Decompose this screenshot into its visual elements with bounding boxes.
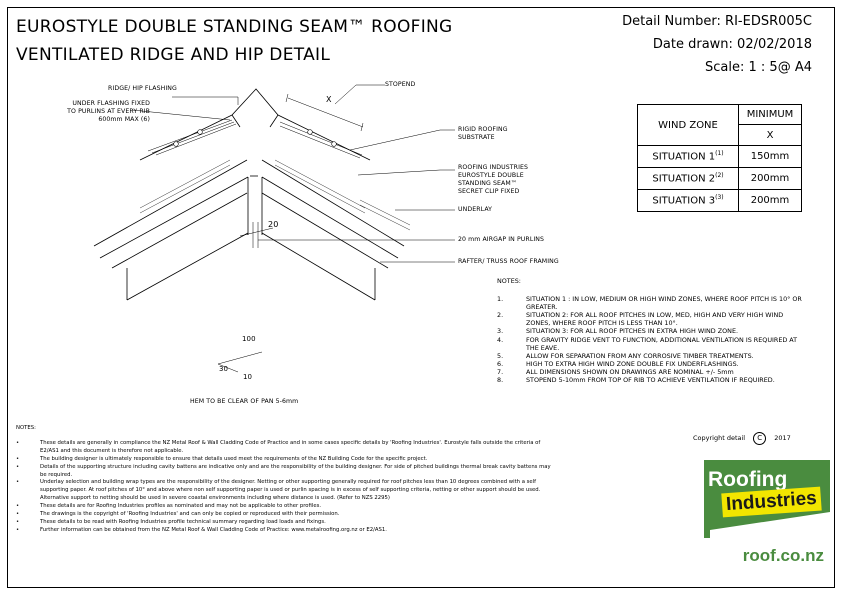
label-underlay: UNDERLAY <box>458 206 493 213</box>
copyright-line <box>693 432 791 445</box>
logo-roofing-text: Roofing <box>708 468 788 491</box>
label-ri-3: STANDING SEAM™ <box>458 180 518 187</box>
table-row <box>638 190 802 212</box>
detail-number: Detail Number: RI-EDSR005C <box>622 14 812 29</box>
label-ri-1: ROOFING INDUSTRIES <box>458 164 529 171</box>
list-item: 3. SITUATION 3: FOR ALL ROOF PITCHES IN EXTRA HIGH WIND ZONE. <box>497 327 739 336</box>
label-x-dimension: X <box>326 95 332 104</box>
notes-bottom-heading: NOTES: <box>16 425 36 431</box>
list-item: • These details to be read with Roofing Industries profile technical summary regarding load loads and fixings. <box>16 518 326 525</box>
table-header-minimum: MINIMUM <box>739 105 802 125</box>
label-rigid-2: SUBSTRATE <box>458 134 495 141</box>
list-item: • Details of the supporting structure including cavity battens are indicative only and are the responsibility of the building designer. For side of pitched buildings thermal break cavity battens may be required. <box>16 463 551 478</box>
zone-name: SITUATION 1 <box>652 151 716 163</box>
table-row <box>638 168 802 190</box>
zone-value: 200mm <box>739 190 802 212</box>
list-item: 6. HIGH TO EXTRA HIGH WIND ZONE DOUBLE FIX UNDERFLASHINGS. <box>497 359 739 368</box>
copyright-year: 2017 <box>774 434 791 442</box>
list-item: • Further information can be obtained from the NZ Metal Roof & Wall Cladding Code of Practice: www.metalroofing.org.nz or E2/AS1. <box>16 526 387 533</box>
zone-note-ref: (2) <box>715 172 724 180</box>
list-item: • Underlay selection and building wrap types are the responsibility of the designer. Netting or other supporting generally required for roof pitches less than 10 degrees combined with a self supporting paper. At roof pitches of 10° and above where non self supporting paper is used or purlin spacing is in excess of self supporting criteria, netting or other support should be used. Alternative support to netting should be used in severe coastal environments including where distance is used. (Refer to NZS 2295) <box>16 479 541 502</box>
zone-note-ref: (3) <box>715 194 724 202</box>
list-item: 5. ALLOW FOR SEPARATION FROM ANY CORROSIVE TIMBER TREATMENTS. <box>497 351 754 360</box>
label-hem-caption: HEM TO BE CLEAR OF PAN 5-6mm <box>190 398 299 405</box>
copyright-symbol: C <box>753 432 766 445</box>
zone-value: 150mm <box>739 146 802 168</box>
logo-industries-text: Industries <box>721 487 821 518</box>
label-aircap: 20 mm AIRGAP IN PURLINS <box>458 236 545 243</box>
label-rigid-1: RIGID ROOFING <box>458 126 508 133</box>
list-item: • These details are for Roofing Industries profiles as nominated and may not be applicable to other profiles. <box>16 503 322 510</box>
date-drawn: Date drawn: 02/02/2018 <box>652 37 812 52</box>
table-row <box>638 146 802 168</box>
wind-zone-table <box>637 104 802 212</box>
label-ri-2: EUROSTYLE DOUBLE <box>458 172 524 179</box>
list-item: 1. SITUATION 1 : IN LOW, MEDIUM OR HIGH WIND ZONES, WHERE ROOF PITCH IS 10° OR GREATER. <box>497 295 802 312</box>
list-item: 7. ALL DIMENSIONS SHOWN ON DRAWINGS ARE NOMINAL +/- 5mm <box>497 367 734 376</box>
table-header-x: X <box>739 125 802 146</box>
list-item: 8. STOPEND 5-10mm FROM TOP OF RIB TO ACHIEVE VENTILATION IF REQUIRED. <box>497 376 775 385</box>
zone-name: SITUATION 3 <box>652 195 716 207</box>
label-under-flashing-3: 600mm MAX (6) <box>98 116 150 123</box>
label-under-flashing-1: UNDER FLASHING FIXED <box>72 100 150 107</box>
label-rafter: RAFTER/ TRUSS ROOF FRAMING <box>458 258 559 265</box>
logo-url-text: roof.co.nz <box>742 546 824 565</box>
label-hem-10: 10 <box>243 373 253 381</box>
list-item: 4. FOR GRAVITY RIDGE VENT TO FUNCTION, ADDITIONAL VENTILATION IS REQUIRED AT THE EAVE. <box>497 335 798 352</box>
zone-value: 200mm <box>739 168 802 190</box>
title-line-2: VENTILATED RIDGE AND HIP DETAIL <box>16 45 331 65</box>
label-dim-20: 20 <box>268 220 279 229</box>
label-hem-100: 100 <box>242 335 256 343</box>
list-item: • The building designer is ultimately responsible to ensure that details used meet the requirements of the NZ Building Code for the specific project. <box>16 455 428 462</box>
label-under-flashing-2: TO PURLINS AT EVERY RIB <box>67 108 150 115</box>
notes-right <box>497 277 807 384</box>
notes-right-heading: NOTES: <box>497 277 521 285</box>
label-stopend: STOPEND <box>385 81 416 88</box>
roofing-industries-logo <box>704 460 830 571</box>
title-line-1: EUROSTYLE DOUBLE STANDING SEAM™ ROOFING <box>16 17 453 37</box>
label-ri-4: SECRET CLIP FIXED <box>458 188 520 195</box>
list-item: • These details are generally in compliance the NZ Metal Roof & Wall Cladding Code of Practice and in some cases specific details by 'Roofing Industries'. Eurostyle falls outside the criteria of E2/AS1 and this document is therefore not applicable. <box>16 439 541 454</box>
table-header-wind-zone: WIND ZONE <box>638 105 739 146</box>
copyright-text: Copyright detail <box>693 434 746 442</box>
notes-bottom <box>16 425 556 535</box>
zone-note-ref: (1) <box>715 150 724 158</box>
list-item: • The drawings is the copyright of 'Roofing Industries' and can only be copied or reproduced with their permission. <box>16 511 340 518</box>
label-hem-30: 30 <box>219 365 229 373</box>
scale: Scale: 1 : 5@ A4 <box>705 60 812 75</box>
label-ridge-flashing: RIDGE/ HIP FLASHING <box>108 85 177 92</box>
zone-name: SITUATION 2 <box>652 173 716 185</box>
list-item: 2. SITUATION 2: FOR ALL ROOF PITCHES IN LOW, MED, HIGH AND VERY HIGH WIND ZONES, WHERE ROOF PITCH IS LESS THAN 10°. <box>497 311 784 328</box>
